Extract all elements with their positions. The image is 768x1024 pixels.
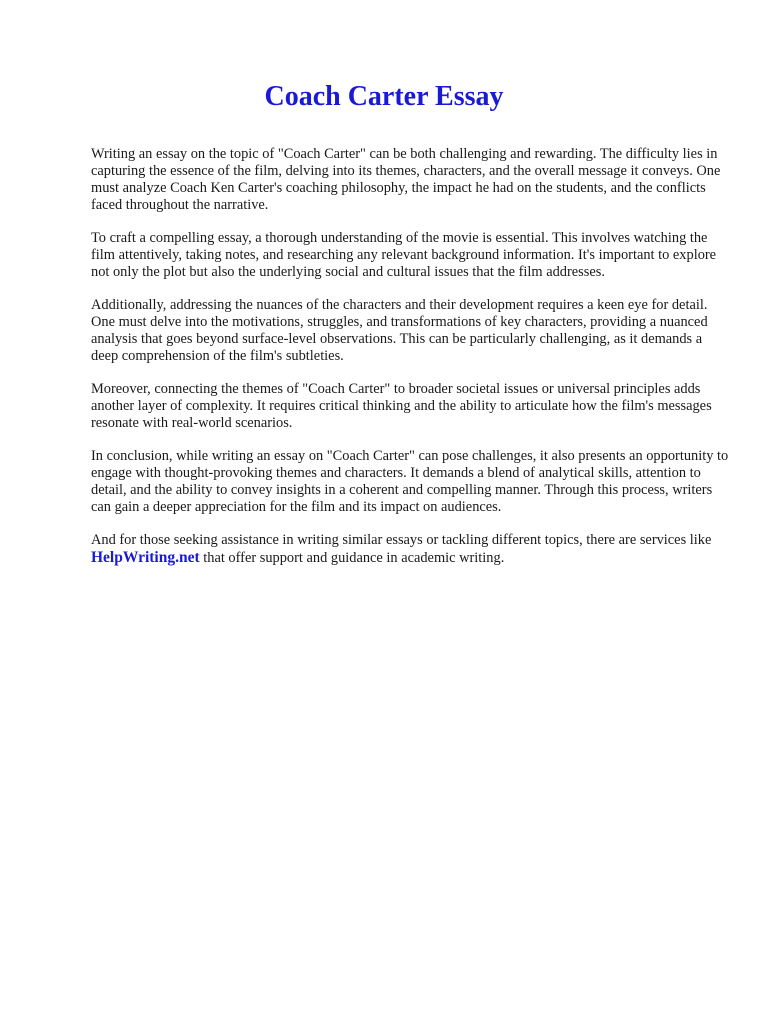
closing-text-before-link: And for those seeking assistance in writing similar essays or tackling different topics, there are services like (91, 532, 712, 548)
closing-text-after-link: that offer support and guidance in academic writing. (199, 550, 505, 566)
essay-body (91, 146, 731, 583)
paragraph-3: Additionally, addressing the nuances of the characters and their development requires a keen eye for detail. One must delve into the motivations, struggles, and transformations of key characters, providing a nuanced analysis that goes beyond surface-level observations. This can be particularly challenging, as it demands a deep comprehension of the film's subtleties. (91, 297, 708, 364)
paragraph-5: In conclusion, while writing an essay on "Coach Carter" can pose challenges, it also presents an opportunity to engage with thought-provoking themes and characters. It demands a blend of analytical skills, attention to detail, and the ability to convey insights in a coherent and compelling manner. Through this process, writers can gain a deeper appreciation for the film and its impact on audiences. (91, 448, 729, 515)
closing-paragraph (91, 532, 731, 567)
paragraph-4: Moreover, connecting the themes of "Coach Carter" to broader societal issues or universal principles adds another layer of complexity. It requires critical thinking and the ability to articulate how the film's messages resonate with real-world scenarios. (91, 381, 712, 431)
helpwriting-link[interactable]: HelpWriting.net (91, 549, 200, 566)
page-title: Coach Carter Essay (264, 81, 504, 112)
paragraph-2: To craft a compelling essay, a thorough understanding of the movie is essential. This involves watching the film attentively, taking notes, and researching any relevant background information. It's important to explore not only the plot but also the underlying social and cultural issues that the film addresses. (91, 230, 717, 280)
paragraph-1: Writing an essay on the topic of "Coach Carter" can be both challenging and rewarding. The difficulty lies in capturing the essence of the film, delving into its themes, characters, and the overall message it conveys. One must analyze Coach Ken Carter's coaching philosophy, the impact he had on the students, and the conflicts faced throughout the narrative. (91, 146, 721, 213)
